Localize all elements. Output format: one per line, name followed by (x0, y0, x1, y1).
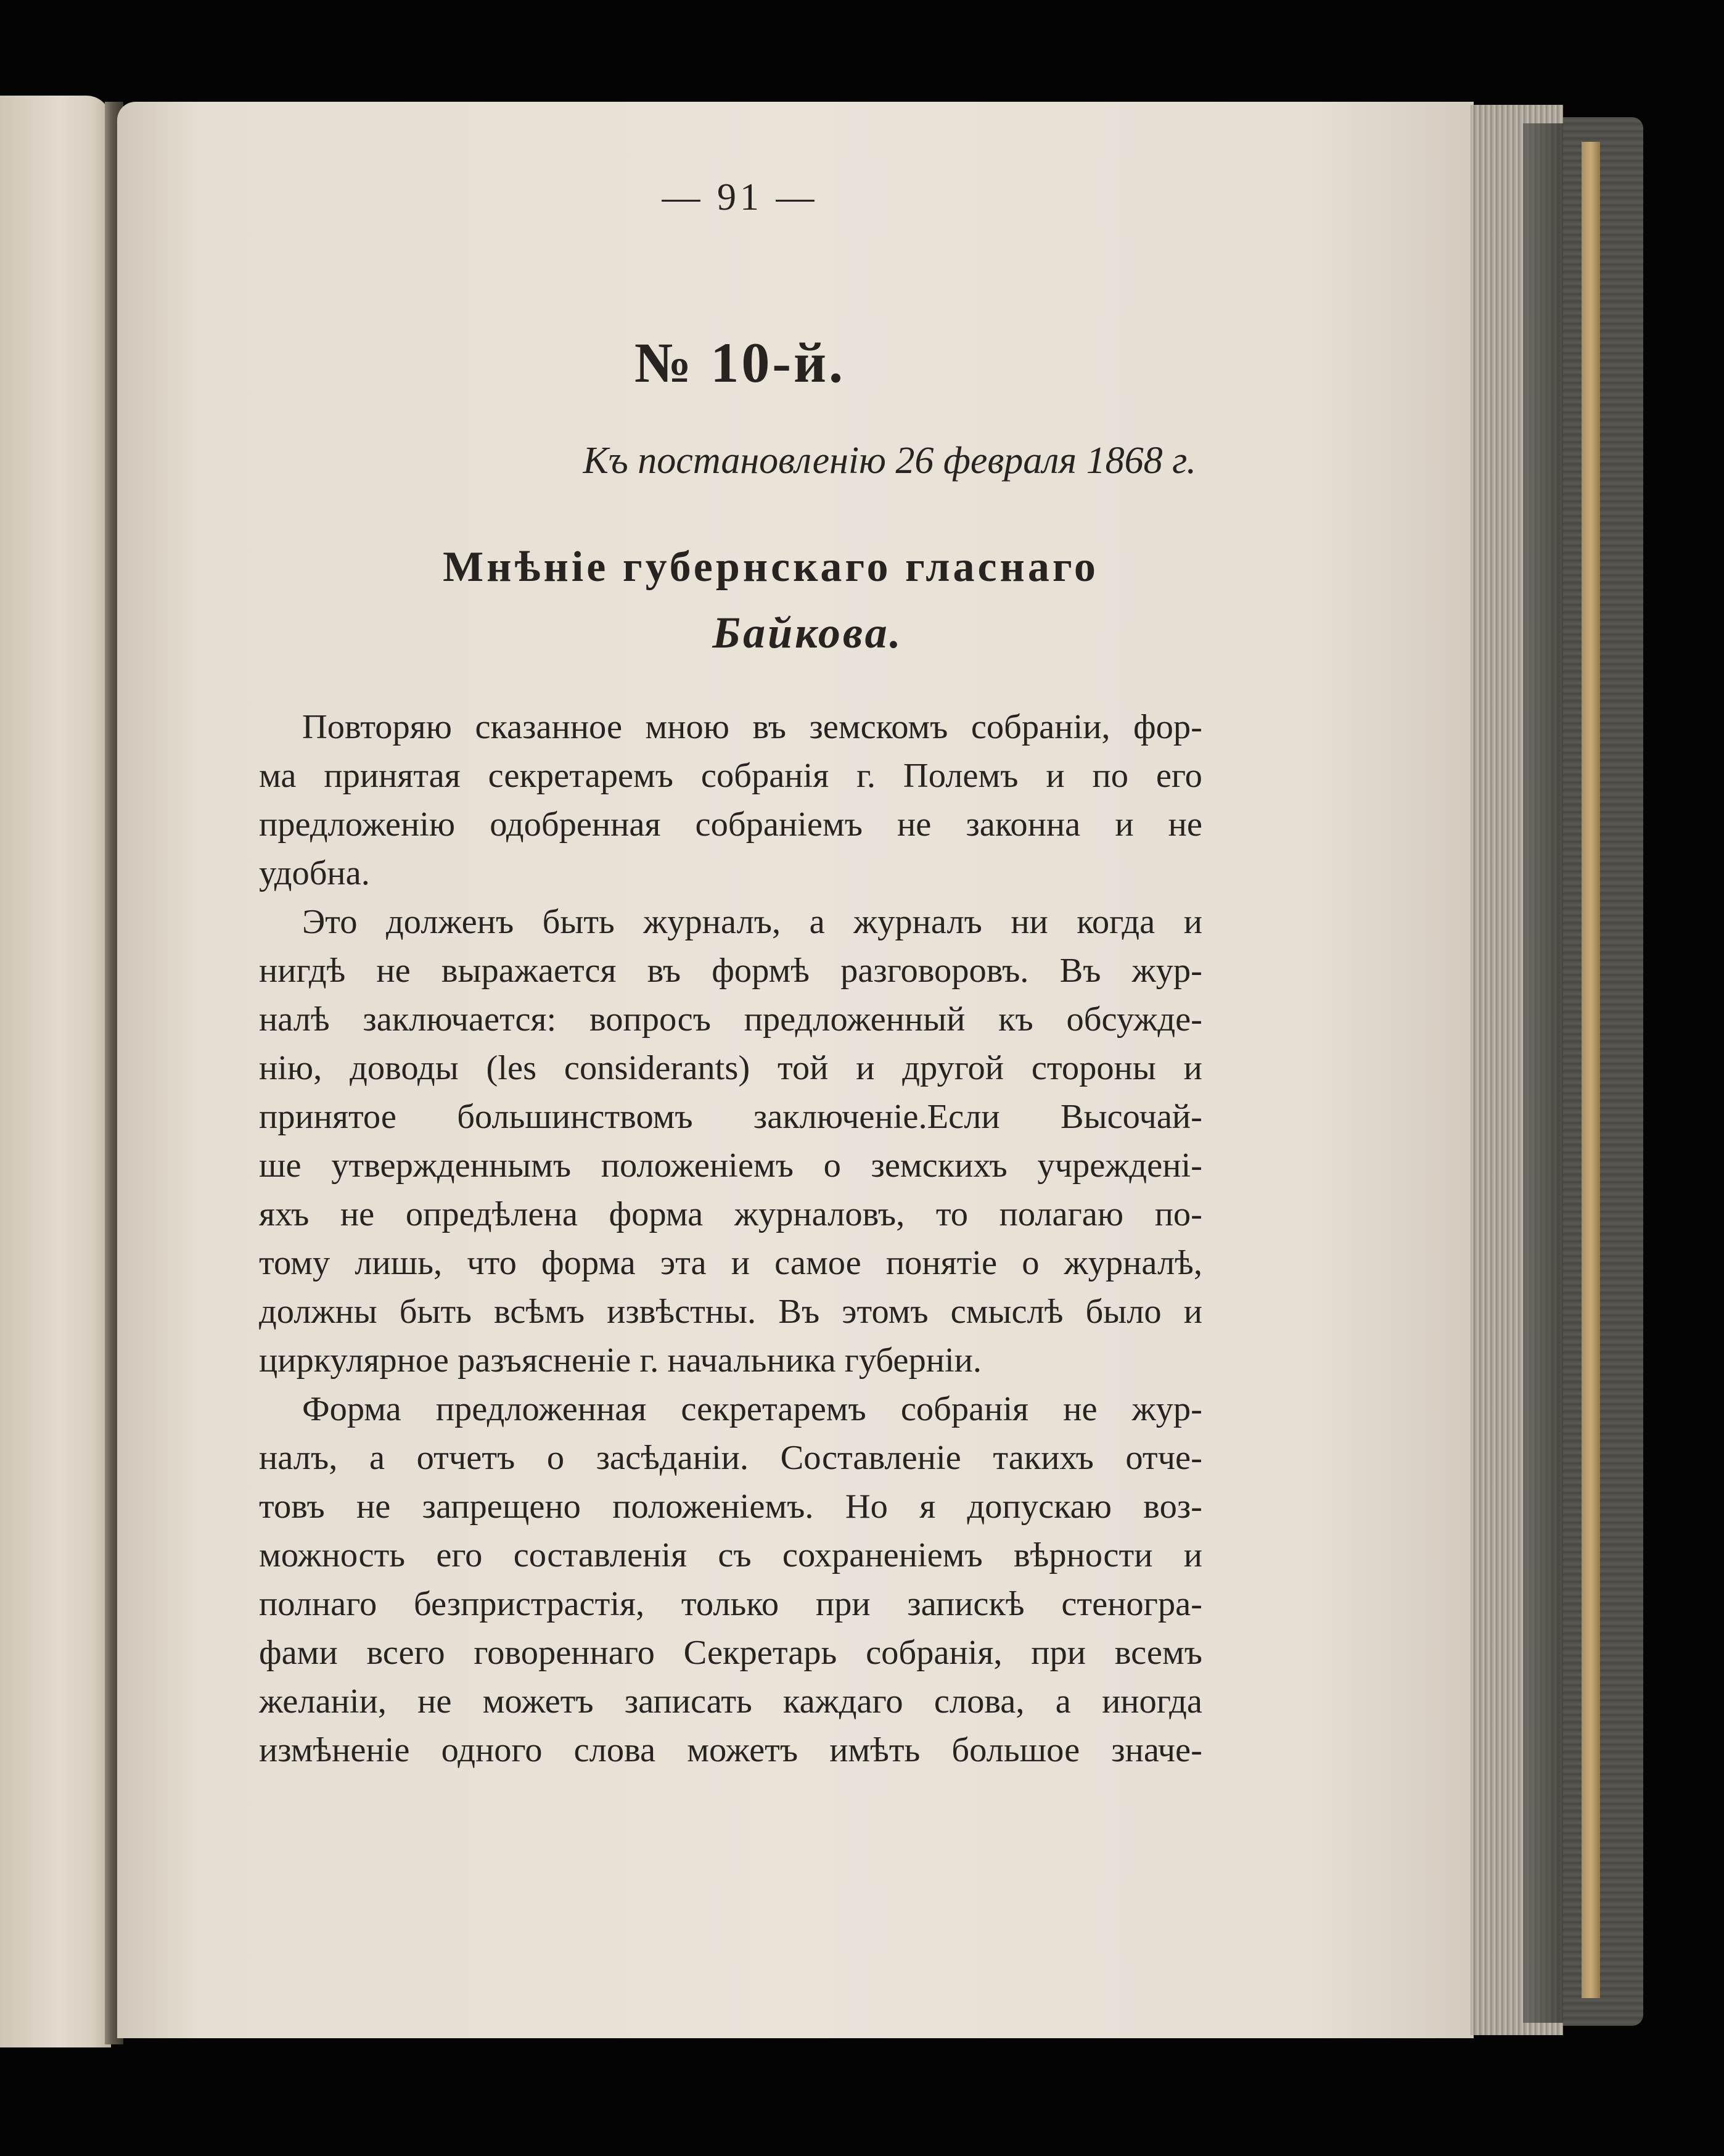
word: по- (1154, 1195, 1202, 1233)
word: а (1055, 1682, 1071, 1721)
word: не (897, 805, 932, 844)
word: Повторяю (302, 708, 452, 746)
word: я (919, 1487, 936, 1526)
word: отчетъ (416, 1439, 515, 1477)
word: опредѣлена (405, 1195, 578, 1233)
word: г. (856, 757, 876, 795)
word: секретаремъ (681, 1390, 866, 1428)
word: Но (845, 1487, 888, 1526)
word: секретаремъ (488, 757, 673, 795)
word: собранія (700, 757, 829, 795)
word: предложенный (744, 1000, 966, 1039)
word: ни (1011, 903, 1048, 941)
body-line (259, 1726, 1202, 1775)
word: форма (609, 1195, 704, 1233)
word: большинствомъ (457, 1098, 693, 1136)
body-line (259, 1190, 1202, 1239)
word: вопросъ (589, 1000, 711, 1039)
word: г. (639, 1341, 668, 1380)
word: извѣстны. (607, 1293, 757, 1331)
word: не (376, 952, 411, 990)
word: въ (647, 952, 681, 990)
word: ма (259, 757, 297, 795)
word: жур- (1131, 952, 1202, 990)
word: допускаю (967, 1487, 1112, 1526)
word: вѣрности (1013, 1536, 1153, 1574)
word: по (1092, 757, 1128, 795)
body-line (259, 800, 1202, 849)
word: журналъ (853, 903, 982, 941)
word: Полемъ (903, 757, 1019, 795)
word: собраніи, (971, 708, 1110, 746)
word: его (1155, 757, 1202, 795)
word: и (731, 1244, 750, 1282)
word: (les (486, 1049, 537, 1087)
word: налѣ (259, 1000, 330, 1039)
word: запрещено (422, 1487, 581, 1526)
word: о (823, 1146, 841, 1185)
word: нію, (259, 1049, 322, 1087)
body-line (259, 1483, 1202, 1531)
word: форма (541, 1244, 636, 1282)
body-line (259, 1629, 1202, 1677)
word: когда (1077, 903, 1155, 941)
word: Высочай- (1060, 1098, 1202, 1136)
word: можность (259, 1536, 406, 1574)
word: выражается (441, 952, 617, 990)
body-line (259, 1093, 1202, 1142)
word: и (1183, 903, 1202, 941)
word: земскомъ (809, 708, 948, 746)
body-line (259, 1288, 1202, 1336)
word: ше (259, 1146, 302, 1185)
body-line (259, 1677, 1202, 1726)
word: то (935, 1195, 969, 1233)
word: нигдѣ (259, 952, 346, 990)
word: а (809, 903, 825, 941)
word: о (546, 1439, 565, 1477)
word: всемъ (1114, 1634, 1202, 1672)
word: стеногра- (1061, 1585, 1202, 1623)
word: яхъ (259, 1195, 310, 1233)
word: можетъ (687, 1731, 798, 1769)
body-line (259, 1239, 1202, 1288)
word: безпристрастія, (413, 1585, 645, 1623)
word: не (1168, 805, 1202, 844)
word: каждаго (783, 1682, 903, 1721)
body-text (259, 703, 1202, 1775)
word: большое (951, 1731, 1080, 1769)
word: запискѣ (907, 1585, 1025, 1623)
body-line (259, 752, 1202, 800)
word: и (1183, 1536, 1202, 1574)
word: собранія (900, 1390, 1029, 1428)
word: формѣ (712, 952, 810, 990)
word: журналъ, (643, 903, 781, 941)
word: сказанное (475, 708, 623, 746)
word: говореннаго (474, 1634, 655, 1672)
word: а (369, 1439, 385, 1477)
word: и (1046, 757, 1065, 795)
word: и (1183, 1049, 1202, 1087)
body-line (259, 995, 1202, 1044)
book-cover (1563, 117, 1643, 2026)
word: разъясненіе (457, 1341, 640, 1380)
word: мною (645, 708, 729, 746)
word: начальника (667, 1341, 845, 1380)
word: утвержденнымъ (331, 1146, 572, 1185)
word: эта (660, 1244, 707, 1282)
body-line (259, 1142, 1202, 1190)
word: Составленіе (780, 1439, 961, 1477)
word: фами (259, 1634, 338, 1672)
heading-line-2: Байкова. (712, 608, 903, 657)
word: удобна. (259, 854, 370, 892)
body-line (259, 947, 1202, 995)
body-line (259, 1336, 1202, 1385)
word: considerants) (564, 1049, 750, 1087)
word: записать (624, 1682, 752, 1721)
word: быть (399, 1293, 472, 1331)
word: Это (302, 903, 358, 941)
body-line (259, 1044, 1202, 1093)
body-line (259, 898, 1202, 947)
word: Въ (1059, 952, 1101, 990)
word: положеніемъ (601, 1146, 794, 1185)
body-line (259, 1531, 1202, 1580)
word: налъ, (259, 1439, 338, 1477)
word: Въ (778, 1293, 820, 1331)
word: можетъ (482, 1682, 594, 1721)
word: что (467, 1244, 517, 1282)
word: собраніемъ (695, 805, 863, 844)
page-number: — 91 — (662, 176, 818, 218)
word: и (856, 1049, 875, 1087)
word: тому (259, 1244, 330, 1282)
word: этомъ (842, 1293, 929, 1331)
word: быть (542, 903, 615, 941)
word: принятое (259, 1098, 396, 1136)
word: одного (441, 1731, 543, 1769)
word: отче- (1125, 1439, 1202, 1477)
word: предложенная (435, 1390, 647, 1428)
word: заключается: (363, 1000, 557, 1039)
word: слова (573, 1731, 656, 1769)
word: имѣть (829, 1731, 921, 1769)
word: циркулярное (259, 1341, 458, 1380)
word: самое (774, 1244, 861, 1282)
word: земскихъ (871, 1146, 1008, 1185)
word: желаніи, (259, 1682, 387, 1721)
word: учрежденi- (1037, 1146, 1202, 1185)
word: обсужде- (1066, 1000, 1202, 1039)
word: къ (998, 1000, 1033, 1039)
heading-line-1: Мнѣніе губернскаго гласнаго (443, 543, 1099, 591)
body-line (259, 849, 1202, 898)
word: такихъ (993, 1439, 1094, 1477)
word: должны (259, 1293, 377, 1331)
word: измѣненіе (259, 1731, 410, 1769)
body-line (259, 703, 1202, 752)
word: журналовъ, (734, 1195, 905, 1233)
word: доводы (350, 1049, 459, 1087)
resolution-reference: Къ постановленію 26 февраля 1868 г. (583, 440, 1196, 482)
word: законна (966, 805, 1081, 844)
word: предложенію (259, 805, 456, 844)
word: засѣданіи. (596, 1439, 749, 1477)
word: Секретарь (683, 1634, 837, 1672)
word: при (1031, 1634, 1086, 1672)
cover-edge (1582, 142, 1600, 1998)
word: только (681, 1585, 779, 1623)
word: полнаго (259, 1585, 377, 1623)
word: всего (366, 1634, 445, 1672)
word: фор- (1133, 708, 1202, 746)
word: полагаю (999, 1195, 1124, 1233)
body-line (259, 1434, 1202, 1483)
word: слова, (934, 1682, 1025, 1721)
document-number: № 10-й. (634, 331, 846, 394)
word: и (1115, 805, 1134, 844)
body-line (259, 1580, 1202, 1629)
word: иногда (1102, 1682, 1202, 1721)
word: другой (902, 1049, 1004, 1087)
page-block-shadow (1523, 123, 1563, 2023)
word: не (1063, 1390, 1098, 1428)
word: его (436, 1536, 483, 1574)
word: при (815, 1585, 871, 1623)
word: было (1085, 1293, 1162, 1331)
body-line (259, 1385, 1202, 1434)
word: стороны (1031, 1049, 1156, 1087)
word: лишь, (355, 1244, 443, 1282)
word: принятая (324, 757, 461, 795)
word: собранія, (866, 1634, 1003, 1672)
word: съ (718, 1536, 752, 1574)
word: всѣмъ (494, 1293, 585, 1331)
word: не (417, 1682, 452, 1721)
word: не (356, 1487, 391, 1526)
word: не (340, 1195, 375, 1233)
word: въ (752, 708, 786, 746)
word: разговоровъ. (840, 952, 1029, 990)
word: составленія (513, 1536, 688, 1574)
word: Форма (302, 1390, 401, 1428)
word: и (1183, 1293, 1202, 1331)
word: губерніи. (844, 1341, 982, 1380)
word: воз- (1143, 1487, 1202, 1526)
word: долженъ (385, 903, 514, 941)
word: сохраненіемъ (782, 1536, 983, 1574)
word: одобренная (490, 805, 661, 844)
left-facing-page (0, 96, 111, 2047)
word: товъ (259, 1487, 325, 1526)
word: той (777, 1049, 829, 1087)
word: жур- (1131, 1390, 1202, 1428)
word: положеніемъ. (612, 1487, 814, 1526)
word: журналѣ, (1064, 1244, 1202, 1282)
word: значе- (1111, 1731, 1202, 1769)
word: заключеніе.Если (753, 1098, 1000, 1136)
word: понятіе (885, 1244, 998, 1282)
word: о (1022, 1244, 1040, 1282)
word: смыслѣ (950, 1293, 1064, 1331)
